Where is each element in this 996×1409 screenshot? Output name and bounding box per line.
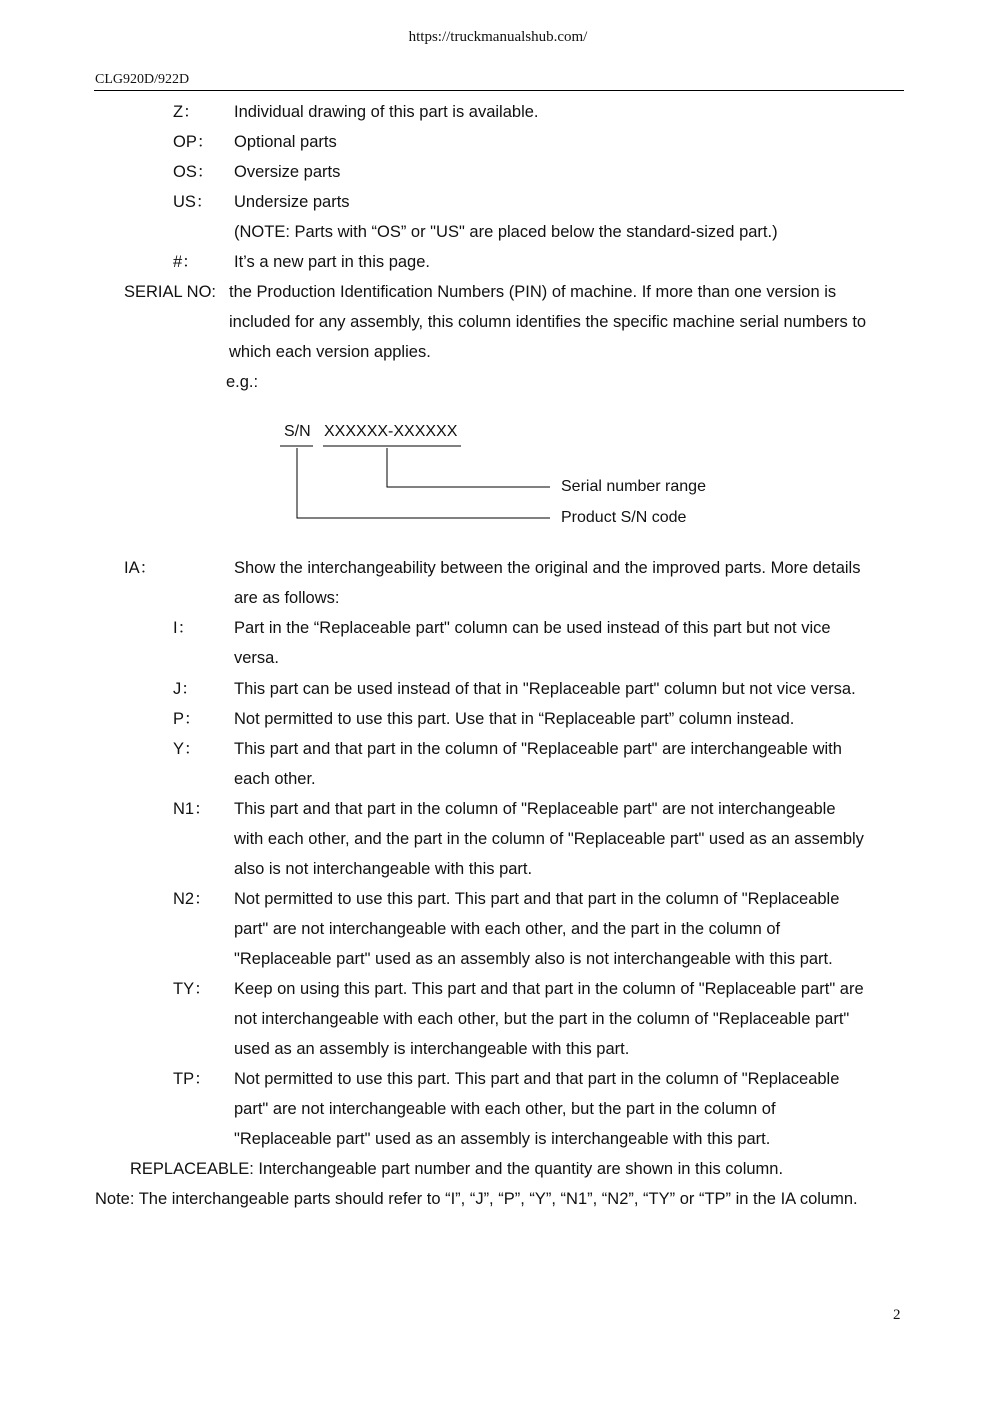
- ia-code-i: I：: [173, 619, 195, 637]
- ia-label: IA：: [124, 559, 157, 577]
- model-code: CLG920D/922D: [95, 72, 190, 87]
- mark-text-us: Undersize parts: [234, 193, 350, 211]
- ia-text-i-2: versa.: [234, 649, 279, 667]
- mark-text-op: Optional parts: [234, 133, 337, 151]
- ia-text-n1-1: This part and that part in the column of "Replaceable part" are not interchangeable: [234, 800, 836, 818]
- serial-number-diagram: [270, 415, 730, 540]
- ia-text-n2-2: part" are not interchangeable with each other, and the part in the column of: [234, 920, 781, 938]
- label-serial-range: Serial number range: [561, 478, 706, 495]
- ia-code-y: Y：: [173, 740, 201, 758]
- mark-text-os: Oversize parts: [234, 163, 341, 181]
- ia-code-n1: N1：: [173, 800, 211, 818]
- source-url[interactable]: https://truckmanualshub.com/: [408, 29, 588, 45]
- mark-code-z: Z：: [173, 103, 200, 121]
- serial-desc-line3: which each version applies.: [229, 343, 431, 361]
- mark-text-new: It’s a new part in this page.: [234, 253, 430, 271]
- ia-text-ty-2: not interchangeable with each other, but the part in the column of "Replaceable part": [234, 1010, 850, 1028]
- ia-text-ty-3: used as an assembly is interchangeable with this part.: [234, 1040, 630, 1058]
- interchangeable-note: Note: The interchangeable parts should refer to “I”, “J”, “P”, “Y”, “N1”, “N2”, “TY” or “TP” in the IA column.: [95, 1190, 858, 1208]
- ia-text-y-1: This part and that part in the column of "Replaceable part" are interchangeable with: [234, 740, 842, 758]
- label-product-code: Product S/N code: [561, 509, 687, 526]
- ia-text-ty-1: Keep on using this part. This part and that part in the column of "Replaceable part" are: [234, 980, 864, 998]
- mark-code-op: OP：: [173, 133, 214, 151]
- ia-text-n2-1: Not permitted to use this part. This part and that part in the column of "Replaceable: [234, 890, 840, 908]
- ia-text-p-1: Not permitted to use this part. Use that in “Replaceable part” column instead.: [234, 710, 795, 728]
- ia-text-tp-1: Not permitted to use this part. This part and that part in the column of "Replaceable: [234, 1070, 840, 1088]
- ia-code-n2: N2：: [173, 890, 211, 908]
- serial-label: SERIAL NO:: [124, 283, 216, 301]
- replaceable-description: REPLACEABLE: Interchangeable part number and the quantity are shown in this column.: [130, 1160, 784, 1178]
- serial-desc-line2: included for any assembly, this column identifies the specific machine serial numbers to: [229, 313, 867, 331]
- page-number: 2: [893, 1307, 901, 1323]
- header-divider: [94, 90, 904, 91]
- ia-intro-line1: Show the interchangeability between the original and the improved parts. More details: [234, 559, 861, 577]
- ia-text-n1-3: also is not interchangeable with this part.: [234, 860, 533, 878]
- range-leader: [387, 448, 550, 487]
- ia-code-j: J：: [173, 680, 198, 698]
- code-leader: [297, 448, 550, 518]
- sn-number: XXXXXX-XXXXXX: [324, 423, 458, 440]
- ia-text-y-2: each other.: [234, 770, 316, 788]
- mark-code-new: #：: [173, 253, 199, 271]
- mark-note: (NOTE: Parts with “OS” or "US" are placed below the standard-sized part.): [234, 223, 778, 241]
- ia-text-n1-2: with each other, and the part in the column of "Replaceable part" used as an assembly: [234, 830, 864, 848]
- ia-code-p: P：: [173, 710, 201, 728]
- ia-code-ty: TY：: [173, 980, 211, 998]
- ia-text-n2-3: "Replaceable part" used as an assembly also is not interchangeable with this part.: [234, 950, 833, 968]
- ia-text-tp-3: "Replaceable part" used as an assembly is interchangeable with this part.: [234, 1130, 771, 1148]
- example-label: e.g.:: [226, 373, 259, 391]
- ia-text-tp-2: part" are not interchangeable with each other, but the part in the column of: [234, 1100, 776, 1118]
- mark-code-us: US：: [173, 193, 213, 211]
- mark-text-z: Individual drawing of this part is available.: [234, 103, 539, 121]
- ia-intro-line2: are as follows:: [234, 589, 340, 607]
- ia-text-j-1: This part can be used instead of that in "Replaceable part" column but not vice versa.: [234, 680, 856, 698]
- sn-prefix: S/N: [284, 423, 311, 440]
- ia-code-tp: TP：: [173, 1070, 211, 1088]
- ia-text-i-1: Part in the “Replaceable part" column can be used instead of this part but not vice: [234, 619, 831, 637]
- serial-desc-line1: the Production Identification Numbers (PIN) of machine. If more than one version is: [229, 283, 837, 301]
- mark-code-os: OS：: [173, 163, 214, 181]
